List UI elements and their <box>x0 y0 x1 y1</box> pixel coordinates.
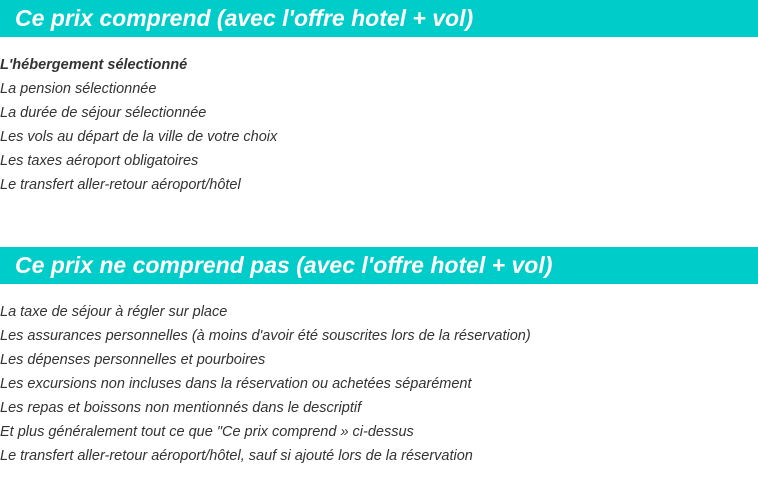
list-item: Les dépenses personnelles et pourboires <box>0 352 266 368</box>
list-item: La durée de séjour sélectionnée <box>0 105 207 121</box>
excludes-section-title: Ce prix ne comprend pas (avec l'offre hotel + vol) <box>0 247 758 284</box>
list-item: L'hébergement sélectionné <box>0 57 188 73</box>
list-item: Les excursions non incluses dans la réservation ou achetées séparément <box>0 376 472 392</box>
list-item: Et plus généralement tout ce que "Ce prix comprend » ci-dessus <box>0 424 414 440</box>
excludes-list <box>0 300 531 468</box>
list-item: La taxe de séjour à régler sur place <box>0 304 228 320</box>
list-item: Le transfert aller-retour aéroport/hôtel <box>0 177 241 193</box>
list-item: Le transfert aller-retour aéroport/hôtel, sauf si ajouté lors de la réservation <box>0 448 473 464</box>
list-item: Les taxes aéroport obligatoires <box>0 153 199 169</box>
includes-list <box>0 53 277 197</box>
list-item: Les vols au départ de la ville de votre choix <box>0 129 278 145</box>
list-item: Les repas et boissons non mentionnés dans le descriptif <box>0 400 362 416</box>
list-item: Les assurances personnelles (à moins d'avoir été souscrites lors de la réservation) <box>0 328 531 344</box>
includes-section-title: Ce prix comprend (avec l'offre hotel + vol) <box>0 0 758 37</box>
list-item: La pension sélectionnée <box>0 81 157 97</box>
